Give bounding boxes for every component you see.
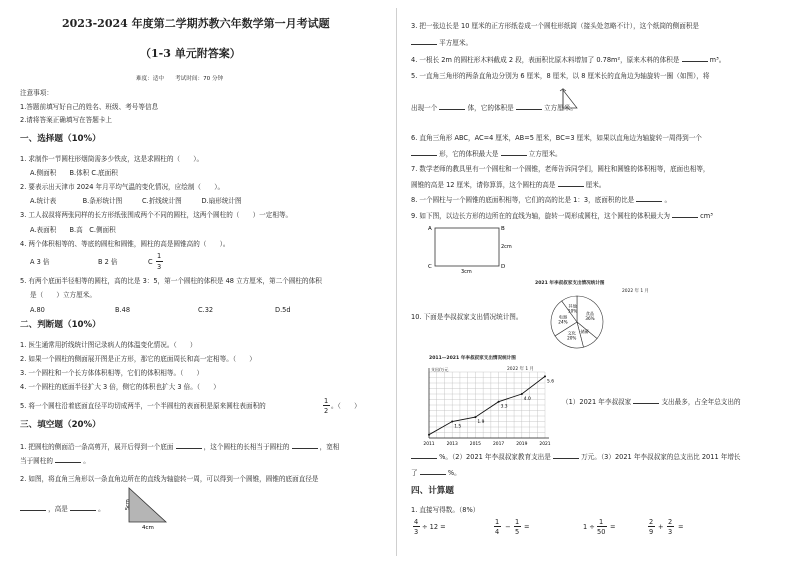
pie-slice-label: 文化 <box>567 330 576 336</box>
fraction-denominator: 2 <box>324 407 329 415</box>
answer-blank[interactable] <box>516 103 542 110</box>
x-tick-label: 2019 <box>516 442 528 447</box>
vertex-d: D <box>501 264 506 270</box>
x-tick-label: 2015 <box>469 442 481 447</box>
fraction-denominator: 4 <box>495 528 500 536</box>
exam-title: 2023-2024 年度第二学期苏教六年数学第一月考试题 <box>62 17 330 30</box>
pie-slice-label: 电器 <box>558 314 568 320</box>
rectangle-abcd <box>435 228 499 266</box>
fill-6-cont <box>411 149 562 158</box>
question-10-part-1 <box>562 397 741 406</box>
fill-5-text: 立方厘米。 <box>543 104 577 112</box>
fill-1-text: 1. 把圆柱的侧面沿一条高剪开，展开后得到一个底面 <box>20 443 174 451</box>
data-point <box>498 401 500 403</box>
question-1: 1. 求制作一节圆柱形烟筒需多少铁皮，这是求圆柱的（ ）。 <box>20 155 204 163</box>
fill-1-text: 。 <box>83 457 90 465</box>
fill-9-text: 9. 如下图，以边长方形的边所在的直线为轴，旋转一周形成圆柱，这个圆柱的体积最大为 <box>411 212 670 220</box>
judge-3: 3. 一个圆柱和一个长方体体积相等，它们的体积相等。（ ） <box>20 369 204 377</box>
section-calc: 四、计算题 <box>411 486 454 496</box>
fraction-bar <box>667 526 674 527</box>
fill-3: 3. 把一张边长是 10 厘米的正方形纸卷成一个圆柱形纸筒（接头处忽略不计），这个纸筒的侧面积是 <box>411 22 700 30</box>
fraction-denominator: 9 <box>649 528 654 536</box>
fill-6: 6. 直角三角形 ABC，AC=4 厘米，AB=5 厘米，BC=3 厘米，如果以直角边为轴旋转一周得到一个 <box>411 134 702 142</box>
q10-text: %。（2）2021 年李叔叔家教育支出是 <box>439 453 551 461</box>
fraction-denominator: 3 <box>157 263 162 271</box>
fill-8-text: 。 <box>664 196 672 204</box>
calc-instruction: 1. 直接写得数。（8%） <box>411 506 480 514</box>
data-label: 1.9 <box>477 420 485 426</box>
question-5-option: A.80 <box>30 306 45 314</box>
fill-2: 2. 如图，将直角三角形以一条直角边所在的直线为轴旋转一周，可以得到一个圆锥，圆锥的底面直径是 <box>20 475 319 483</box>
question-4-option-a: A 3 倍 <box>30 258 50 266</box>
vertex-c: C <box>428 264 432 270</box>
pie-chart-date: 2022 年 1 月 <box>622 289 649 294</box>
section-choice: 一、选择题（10%） <box>20 134 101 144</box>
fraction-numerator: 1 <box>495 518 500 526</box>
fraction-numerator: 1 <box>157 252 162 260</box>
data-label: 4.0 <box>523 397 531 402</box>
data-point <box>451 421 453 423</box>
x-tick-label: 2011 <box>423 442 435 447</box>
fraction-numerator: 2 <box>649 518 654 526</box>
fill-2-text: 。 <box>98 505 105 513</box>
fill-7-text: 厘米。 <box>585 181 606 189</box>
answer-blank[interactable] <box>501 149 527 156</box>
section-fill: 三、填空题（20%） <box>20 420 101 430</box>
question-5-cont: 是（ ）立方厘米。 <box>30 291 96 299</box>
fraction-bar <box>514 526 521 527</box>
answer-blank[interactable] <box>633 397 659 404</box>
q10-text: 了 <box>411 469 418 477</box>
calc-equals: = <box>610 523 616 531</box>
fraction-numerator: 1 <box>599 518 604 526</box>
calc-equals: = <box>524 523 530 531</box>
pie-slice-value: 36% <box>585 315 595 321</box>
answer-blank[interactable] <box>292 442 318 449</box>
line-chart-title: 2011—2021 年李叔叔家支出情况统计图 <box>429 356 516 361</box>
fill-5-text: 体，它的体积是 <box>467 104 514 112</box>
fill-1-text: ，宽相 <box>319 443 340 451</box>
right-column <box>397 0 794 562</box>
fraction-bar <box>648 526 655 527</box>
line-chart <box>407 364 557 450</box>
fill-4 <box>411 55 725 64</box>
right-triangle <box>129 488 166 522</box>
calc-lead: 1 ÷ <box>583 523 595 531</box>
question-10-part-3 <box>411 468 461 477</box>
question-4-option-c: C <box>148 258 153 266</box>
note-item: 2.请将答案正确填写在答题卡上 <box>20 116 113 124</box>
answer-blank[interactable] <box>55 456 81 463</box>
calc-operator: + <box>658 523 664 531</box>
pie-slice-value: 10% <box>567 308 578 314</box>
fraction-bar <box>156 261 163 262</box>
vertex-a: A <box>428 226 432 232</box>
fill-1-text: 当于圆柱的 <box>20 457 53 465</box>
rotation-triangle-figure <box>557 86 587 114</box>
fraction-denominator: 5 <box>515 528 520 536</box>
fill-3-cont <box>411 38 472 47</box>
fraction-numerator: 4 <box>414 518 419 526</box>
line-chart-date: 2022 年 1 月 <box>507 367 534 372</box>
calc-operator: − <box>505 523 511 531</box>
fraction-bar <box>597 526 607 527</box>
fraction-denominator: 3 <box>414 528 419 536</box>
fill-2-cont <box>20 504 105 513</box>
q10-text: 支出最多，占全年总支出的 <box>661 398 741 406</box>
rectangle-bottom-label: 3cm <box>461 269 472 274</box>
question-1-options: A.侧面积 B.体积 C.底面积 <box>30 169 118 177</box>
fill-6-text: 立方厘米。 <box>528 150 562 158</box>
question-4-option-b: B 2 倍 <box>98 258 118 266</box>
fill-7-text: 圆锥的高是 12 厘米，请你算算，这个圆柱的高是 <box>411 181 556 189</box>
data-label: 3.3 <box>500 404 508 410</box>
fill-8 <box>411 195 671 204</box>
notes-heading: 注意事项： <box>20 89 53 97</box>
series-line <box>429 376 545 434</box>
answer-blank[interactable] <box>70 504 96 511</box>
judge-2: 2. 如果一个圆柱的侧面展开图是正方形，那它的底面周长和高一定相等。（ ） <box>20 355 256 363</box>
fill-4-text: 4. 一根长 2m 的圆柱形木料截成 2 段，表面积比原木料增加了 0.78m²，原来木料的体积是 <box>411 56 680 64</box>
question-2: 2. 要表示出天津市 2024 年月平均气温的变化情况，应绘制（ ）。 <box>20 183 225 191</box>
question-5-option: D.5d <box>275 306 291 314</box>
pie-chart-title: 2021 年李叔叔家支出情况统计图 <box>535 281 605 286</box>
pie-chart <box>547 292 607 352</box>
data-point <box>428 434 430 436</box>
question-5-option: C.32 <box>198 306 214 314</box>
fill-9-unit: cm³ <box>700 212 713 220</box>
fill-5-text: 出现一个 <box>411 104 438 112</box>
fill-8-text: 8. 一个圆柱与一个圆锥的底面积相等，它们的高的比是 1：3，底面积的比是 <box>411 196 635 204</box>
question-5: 5. 有两个底面半径相等的圆柱，高的比是 3：5，第一个圆柱的体积是 48 立方厘米，第二个圆柱的体积 <box>20 277 322 285</box>
triangle-height-label: 5cm <box>125 499 131 510</box>
fill-5: 5. 一直角三角形的两条直角边分别为 6 厘米，8 厘米，以 8 厘米长的直角边为轴旋转一圈（如图），将 <box>411 72 710 80</box>
answer-blank[interactable] <box>411 452 437 459</box>
data-label: 1.5 <box>454 424 462 430</box>
vertex-b: B <box>501 226 505 232</box>
x-tick-label: 2021 <box>539 442 551 447</box>
pie-slice-label: 其他 <box>568 303 577 309</box>
rectangle-figure <box>425 222 515 274</box>
fill-7-cont <box>411 180 605 189</box>
fraction-denominator: 3 <box>668 528 673 536</box>
fill-1-text: ，这个圆柱的长相当于圆柱的 <box>203 443 290 451</box>
answer-blank[interactable] <box>553 452 579 459</box>
note-item: 1.答题前填写好自己的姓名、班级、考号等信息 <box>20 103 159 111</box>
pie-slice-label: 食品 <box>585 310 595 316</box>
question-10: 10. 下面是李叔叔家支出情况统计图。 <box>411 313 523 321</box>
exam-subtitle: （1-3 单元附答案） <box>140 47 241 60</box>
fill-1 <box>20 442 339 451</box>
answer-blank[interactable] <box>420 468 446 475</box>
fill-6-text: 形，它的体积最大是 <box>439 150 499 158</box>
right-triangle <box>563 90 577 108</box>
fraction-bar <box>494 526 501 527</box>
x-tick-label: 2017 <box>493 442 505 447</box>
fill-3-text: 平方厘米。 <box>439 39 473 47</box>
fill-1-cont <box>20 456 90 465</box>
calc-equals: = <box>678 523 684 531</box>
answer-blank[interactable] <box>176 442 202 449</box>
triangle-base-label: 4cm <box>142 525 154 530</box>
data-point <box>474 416 476 418</box>
question-4: 4. 两个体积相等的、等底的圆柱和圆锥，圆柱的高是圆锥高的（ ）。 <box>20 240 230 248</box>
left-column <box>0 0 395 562</box>
answer-blank[interactable] <box>558 180 584 187</box>
fill-7: 7. 数学老师的教具里有一个圆柱和一个圆锥，老师告诉同学们，圆柱和圆锥的体积相等，底面也相等， <box>411 165 710 173</box>
data-label: 5.6 <box>547 379 554 385</box>
answer-blank[interactable] <box>411 149 437 156</box>
pie-slice-value: 20% <box>567 335 577 341</box>
pie-slice-value: 24% <box>558 319 568 325</box>
q10-text: %。 <box>447 469 461 477</box>
fraction-numerator: 1 <box>515 518 520 526</box>
question-5-option: B.48 <box>115 306 131 314</box>
fraction-numerator: 2 <box>668 518 673 526</box>
data-point <box>521 393 523 395</box>
answer-blank[interactable] <box>20 504 46 511</box>
judge-1: 1. 医生通常用折线统计图记录病人的体温变化情况。（ ） <box>20 341 197 349</box>
q10-text: 万元。（3）2021 年李叔叔家的总支出比 2011 年增长 <box>581 453 741 461</box>
section-judge: 二、判断题（10%） <box>20 320 101 330</box>
fill-9 <box>411 211 713 220</box>
x-tick-label: 2013 <box>446 442 458 447</box>
fraction-bar <box>323 405 330 406</box>
pie-slice-label: 储蓄 <box>580 329 589 335</box>
fraction-numerator: 1 <box>324 397 329 405</box>
answer-blank[interactable] <box>439 103 465 110</box>
question-10-part-2 <box>411 452 741 461</box>
question-3-options: A.表面积 B.高 C.侧面积 <box>30 226 116 234</box>
question-3: 3. 工人叔叔将两张同样的长方形纸张围成两个不同的圆柱，这两个圆柱的（ ）一定相等。 <box>20 211 293 219</box>
triangle-figure <box>124 486 174 530</box>
exam-info: 难度：适中 考试时间：70 分钟 <box>136 76 224 82</box>
judge-5-tail: 。（ ） <box>331 402 361 410</box>
fill-5-cont <box>411 103 577 112</box>
judge-5: 5. 将一个圆柱沿着底面直径平均切成两半，一个半圆柱的表面积是原来圆柱表面积的 <box>20 402 266 410</box>
answer-blank[interactable] <box>411 38 437 45</box>
fraction-bar <box>413 526 420 527</box>
calc-operator: ÷ 12 = <box>422 523 446 531</box>
judge-4: 4. 一个圆柱的底面半径扩大 3 倍，侧它的体积也扩大 3 倍。（ ） <box>20 383 220 391</box>
fraction-denominator: 50 <box>597 528 606 536</box>
answer-blank[interactable] <box>682 55 708 62</box>
answer-blank[interactable] <box>636 195 662 202</box>
question-2-options: A.统计表 B.条形统计图 C.折线统计图 D.扇形统计图 <box>30 197 242 205</box>
fill-2-text: ，高是 <box>48 505 68 513</box>
data-point <box>544 375 546 377</box>
y-axis-label: 支出/万元 <box>431 367 449 372</box>
fill-4-text: m³。 <box>709 56 726 64</box>
answer-blank[interactable] <box>672 211 698 218</box>
q10-text: （1）2021 年李叔叔家 <box>562 398 632 406</box>
rectangle-side-label: 2cm <box>501 244 512 250</box>
